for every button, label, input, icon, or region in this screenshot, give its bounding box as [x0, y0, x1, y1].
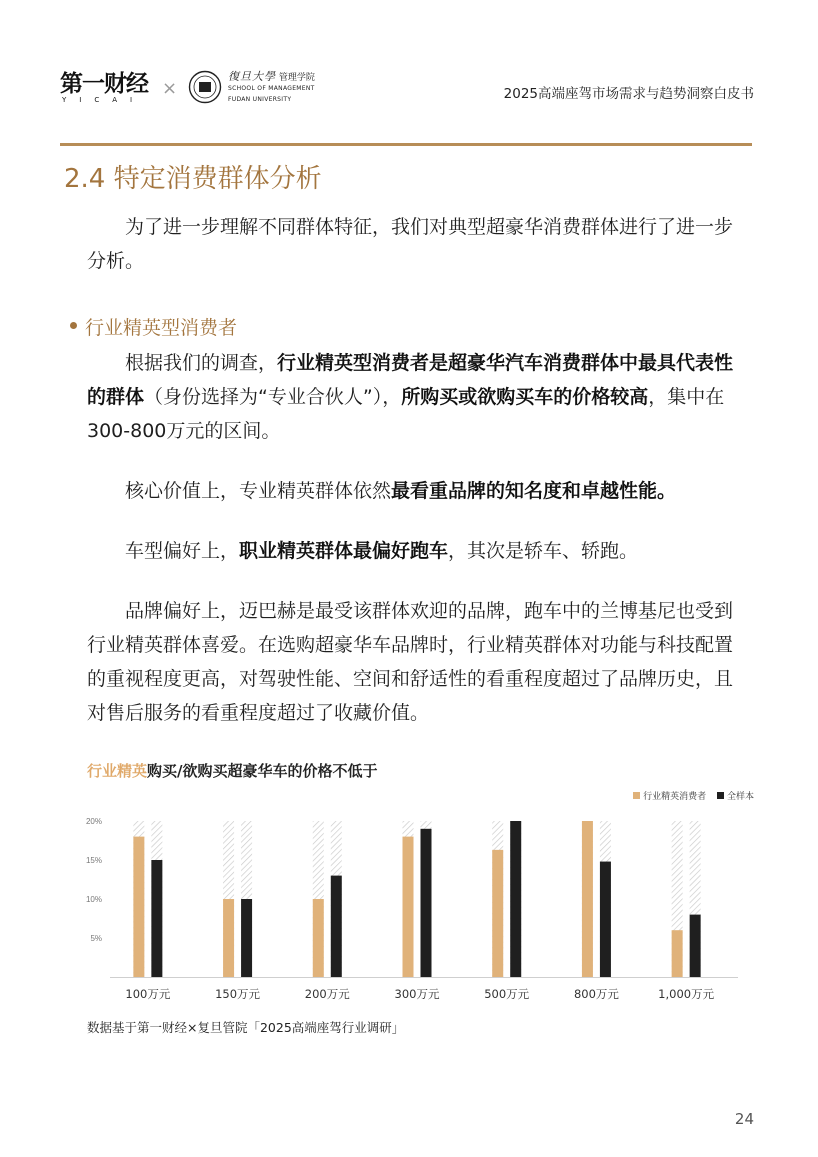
bar-elite	[403, 837, 414, 977]
bar-chart	[80, 805, 740, 1005]
bar-all-sample	[151, 860, 162, 977]
page-number: 24	[734, 1110, 754, 1128]
bar-all-sample	[241, 899, 252, 977]
page-header	[0, 0, 818, 150]
bar-elite	[133, 837, 144, 977]
p2-bold-1: 最看重品牌的知名度和卓越性能。	[391, 480, 677, 502]
subheading-text: 行业精英型消费者	[85, 317, 238, 339]
bar-all-sample	[421, 829, 432, 977]
bar-elite	[492, 850, 503, 977]
p3-text-2: ，其次是轿车、轿跑。	[448, 540, 639, 562]
fudan-school-cn: 管理学院	[278, 73, 315, 83]
yicai-logo	[60, 72, 156, 106]
legend-label-all: 全样本	[726, 792, 754, 802]
x-tick-label: 500万元	[484, 987, 530, 1001]
bullet-icon	[70, 322, 77, 329]
yicai-logo-text: 第一财经	[60, 71, 148, 97]
p1-text-1: 根据我们的调查，	[125, 352, 278, 374]
fudan-logo-text	[228, 72, 315, 105]
bar-elite	[672, 930, 683, 977]
p1-text-2: （身份选择为“专业合伙人”），	[144, 386, 402, 408]
intro-paragraph: 为了进一步理解不同群体特征，我们对典型超豪华消费群体进行了进一步分析。	[87, 216, 734, 272]
y-tick-label: 15%	[85, 856, 102, 865]
chart-title-rest: 购买/欲购买超豪华车的价格不低于	[147, 762, 378, 780]
subheading	[70, 313, 237, 340]
x-tick-label: 1,000万元	[658, 987, 715, 1001]
paragraph-3	[87, 534, 747, 568]
bar-all-sample	[510, 821, 521, 977]
chart-source: 数据基于第一财经×复旦管院「2025高端座驾行业调研」	[87, 1020, 405, 1035]
fudan-name-cn: 復旦大學	[228, 70, 276, 83]
paragraph-2	[87, 474, 747, 508]
document-title: 2025高端座驾市场需求与趋势洞察白皮书	[503, 86, 754, 102]
bar-elite	[313, 899, 324, 977]
fudan-logo	[188, 70, 318, 106]
legend-item-all	[717, 792, 754, 802]
legend-label-elite: 行业精英消费者	[643, 792, 707, 802]
paragraph-1	[87, 346, 747, 448]
header-divider	[60, 143, 752, 146]
fudan-university-en: FUDAN UNIVERSITY	[228, 96, 292, 103]
chart-title-highlight: 行业精英	[87, 762, 148, 780]
x-tick-label: 800万元	[573, 987, 619, 1001]
y-tick-label: 20%	[85, 817, 102, 826]
section-title: 2.4 特定消费群体分析	[64, 164, 322, 194]
chart-title	[87, 760, 378, 781]
x-tick-label: 150万元	[215, 987, 261, 1001]
legend-swatch-elite	[633, 792, 640, 799]
bar-all-sample	[331, 876, 342, 977]
x-tick-label: 200万元	[304, 987, 350, 1001]
y-tick-label: 10%	[85, 895, 102, 904]
bar-elite	[582, 821, 593, 977]
paragraph-4: 品牌偏好上，迈巴赫是最受该群体欢迎的品牌，跑车中的兰博基尼也受到行业精英群体喜爱。在选购超豪华车品牌时，行业精英群体对功能与科技配置的重视程度更高，对驾驶性能、空间和舒适性的看重程度超过了品牌历史，且对售后服务的看重程度超过了收藏价值。	[87, 600, 734, 724]
logo-separator: ×	[162, 78, 178, 99]
p1-bold-1: 行业精英型消费者是超豪华汽车消费群体中最具代表性的群体	[87, 352, 734, 408]
x-tick-label: 300万元	[394, 987, 440, 1001]
p1-bold-2: 所购买或欲购买车的价格较高	[401, 386, 649, 408]
bar-elite	[223, 899, 234, 977]
legend-item-elite	[633, 792, 706, 802]
fudan-seal-icon	[188, 70, 222, 104]
fudan-school-en: SCHOOL OF MANAGEMENT	[228, 85, 315, 92]
p3-bold-1: 职业精英群体最偏好跑车	[239, 540, 449, 562]
p3-text-1: 车型偏好上，	[125, 540, 240, 562]
y-tick-label: 5%	[90, 934, 102, 943]
bar-all-sample	[690, 915, 701, 977]
chart-legend	[625, 789, 754, 802]
x-tick-label: 100万元	[125, 987, 171, 1001]
yicai-logo-subtext: YICAI	[62, 96, 146, 104]
p1-text-3: ，集中在300-800万元的区间。	[87, 386, 725, 442]
legend-swatch-all	[717, 792, 724, 799]
bar-all-sample	[600, 862, 611, 977]
p2-text-1: 核心价值上，专业精英群体依然	[125, 480, 392, 502]
